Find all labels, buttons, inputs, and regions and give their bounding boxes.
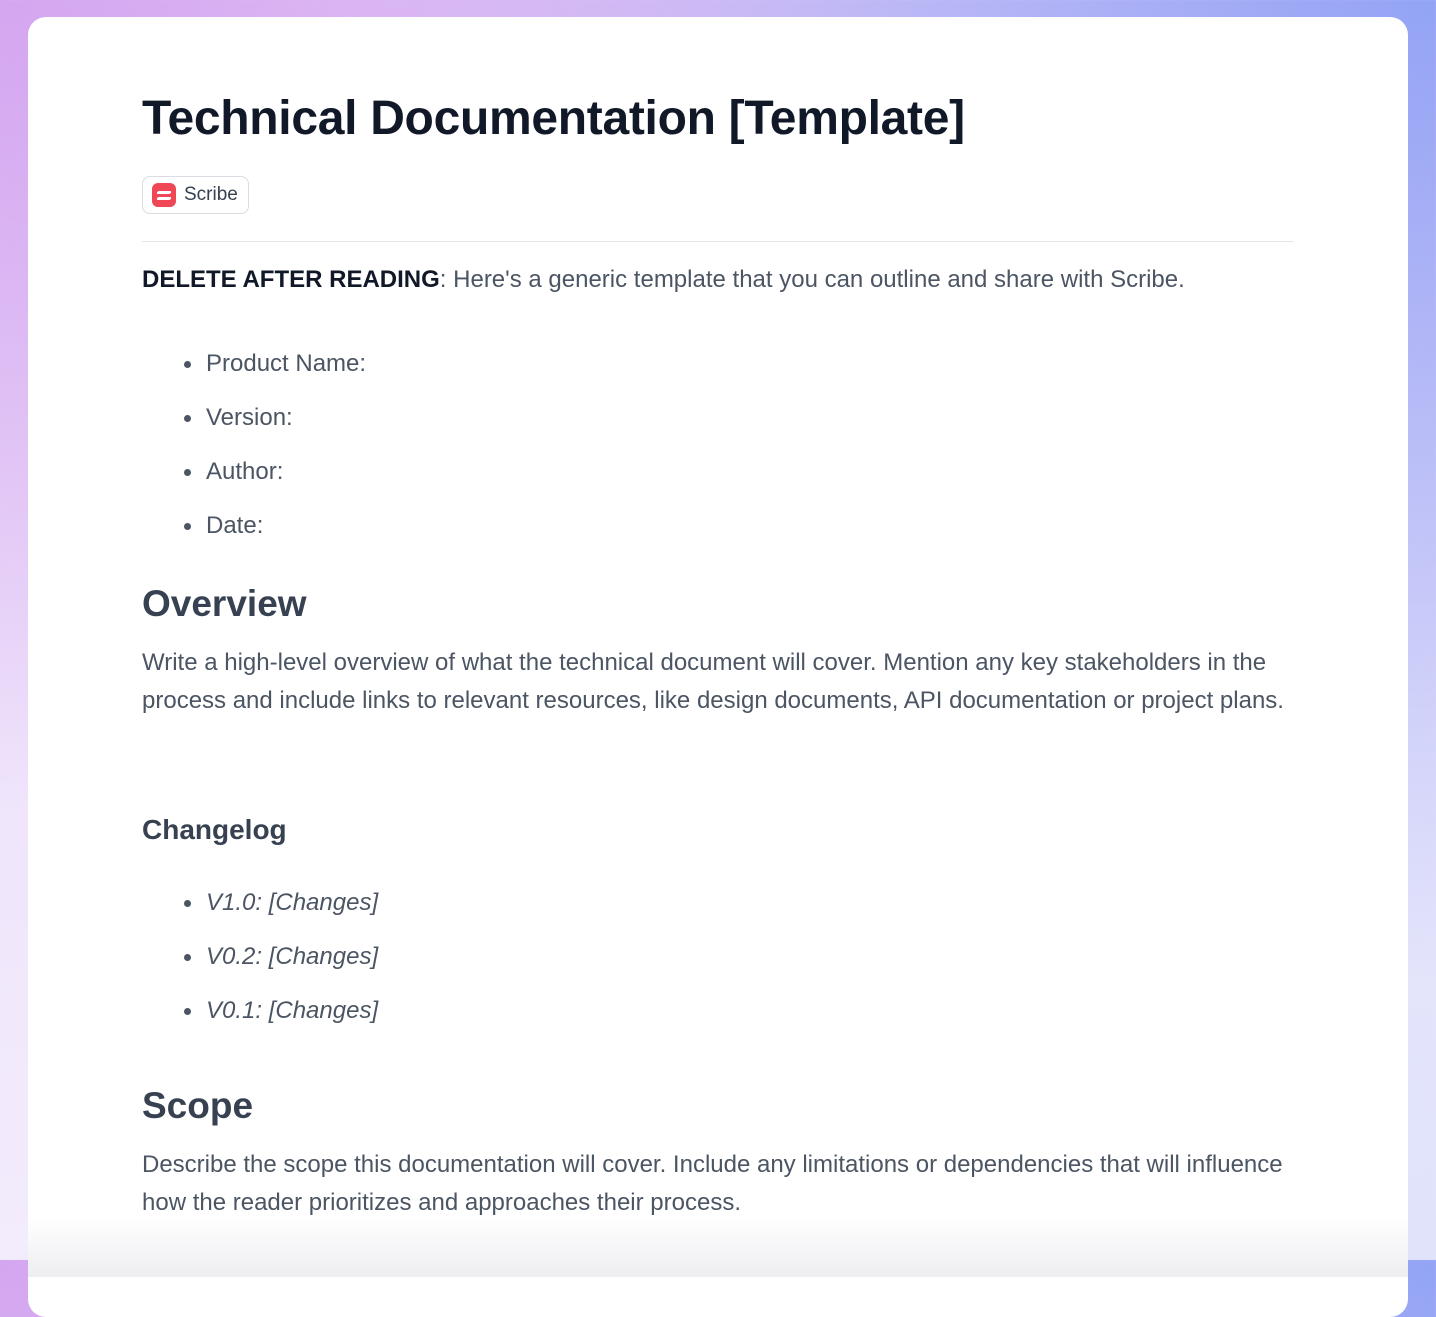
- changelog-list: [142, 876, 378, 1038]
- intro-bold-label: DELETE AFTER READING: [142, 266, 440, 293]
- field-product-name: Product Name:: [206, 350, 367, 377]
- scope-paragraph[interactable]: Describe the scope this documentation will cover. Include any limitations or dependencies that will influence how the reader prioritizes and approaches their process.: [142, 1151, 1283, 1216]
- list-item[interactable]: [142, 337, 366, 391]
- changelog-item: V1.0: [Changes]: [206, 889, 379, 916]
- overview-paragraph[interactable]: Write a high-level overview of what the technical document will cover. Mention any key stakeholders in the process and include links to relevant resources, like design documents, API documentation or project plans.: [142, 649, 1284, 714]
- list-item[interactable]: [142, 984, 378, 1038]
- scribe-tag[interactable]: [142, 176, 249, 214]
- changelog-item: V0.1: [Changes]: [206, 997, 379, 1024]
- field-author: Author:: [206, 458, 284, 485]
- bottom-fade: [28, 1217, 1408, 1277]
- fields-list: [142, 337, 366, 553]
- scribe-logo-icon: [152, 183, 176, 207]
- scribe-tag-label: Scribe: [184, 184, 238, 205]
- changelog-item: V0.2: [Changes]: [206, 943, 379, 970]
- list-item[interactable]: [142, 445, 366, 499]
- overview-heading[interactable]: Overview: [142, 583, 307, 624]
- changelog-heading[interactable]: Changelog: [142, 814, 287, 845]
- intro-text: : Here's a generic template that you can outline and share with Scribe.: [439, 266, 1185, 293]
- list-item[interactable]: [142, 876, 378, 930]
- document-card: [28, 17, 1408, 1317]
- title-divider: [142, 241, 1294, 242]
- intro-paragraph[interactable]: [142, 261, 1185, 299]
- list-item[interactable]: [142, 391, 366, 445]
- list-item[interactable]: [142, 930, 378, 984]
- field-version: Version:: [206, 404, 293, 431]
- document-title[interactable]: Technical Documentation [Template]: [142, 92, 965, 145]
- list-item[interactable]: [142, 499, 366, 553]
- field-date: Date:: [206, 512, 264, 539]
- scope-heading[interactable]: Scope: [142, 1085, 254, 1126]
